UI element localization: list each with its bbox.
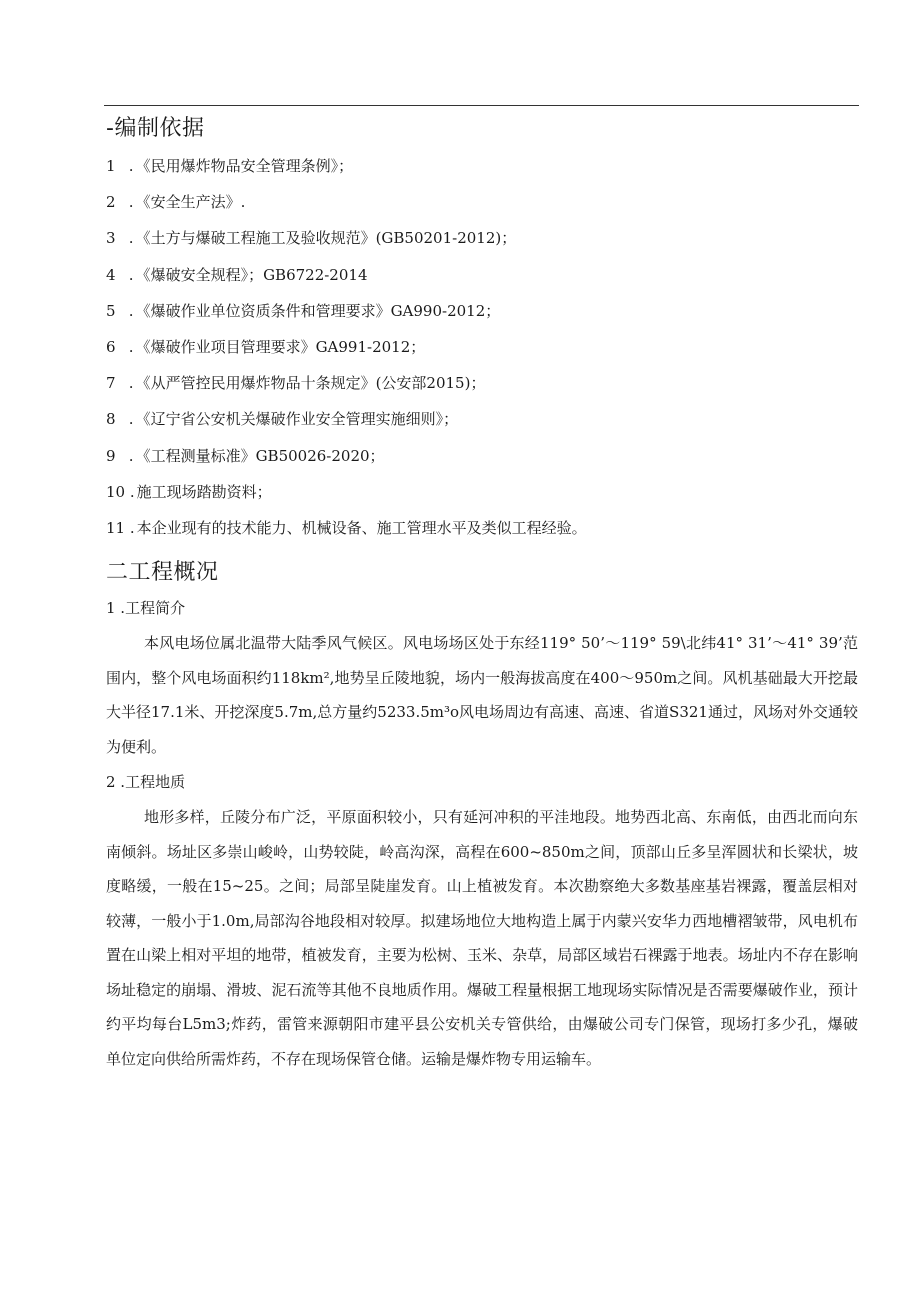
list-item-text: 《从严管控民用爆炸物品十条规定》(公安部2015)； bbox=[135, 374, 486, 393]
list-item-number: 3 bbox=[106, 229, 116, 248]
list-item-number: 4 bbox=[106, 265, 116, 284]
list-item: 9 . 《工程测量标准》GB50026-2020； bbox=[106, 438, 858, 474]
list-item: 6 . 《爆破作业项目管理要求》GA991-2012； bbox=[106, 329, 858, 365]
subheading-geology: 2 .工程地质 bbox=[106, 773, 186, 792]
list-item: 5 . 《爆破作业单位资质条件和管理要求》GA990-2012； bbox=[106, 293, 858, 329]
list-item-text: 《安全生产法》. bbox=[135, 193, 246, 212]
list-item: 4 . 《爆破安全规程》；GB6722-2014 bbox=[106, 257, 858, 293]
paragraph-project-intro: 本风电场位属北温带大陆季风气候区。风电场场区处于东经119° 50’～119° 59\北纬41° 31’～41° 39’范围内，整个风电场面积约118km²,地势呈丘陵地貌，场内一般海拔高度在400～950m之间。风机基础最大开挖最大半径17.1米、开挖深度5.7m,总方量约5233.5m³o风电场周边有高速、高速、省道S321通过，风场对外交通较为便利。 bbox=[106, 634, 858, 756]
list-item-number: 5 bbox=[106, 301, 116, 320]
list-item-number: 1 bbox=[106, 157, 116, 175]
list-item: 2 . 《安全生产法》. bbox=[106, 184, 858, 220]
list-item: 10 . 施工现场踏勘资料； bbox=[106, 474, 858, 510]
list-item: 7 . 《从严管控民用爆炸物品十条规定》(公安部2015)； bbox=[106, 365, 858, 401]
list-item-text: 《工程测量标准》GB50026-2020； bbox=[135, 446, 385, 465]
list-item-number: 2 bbox=[106, 193, 116, 212]
list-item-number: 8 bbox=[106, 410, 116, 429]
list-item-number: 11 bbox=[106, 519, 126, 538]
section-title-overview: 二工程概况 bbox=[106, 560, 219, 586]
document-page bbox=[106, 112, 858, 1076]
list-item-text: 《辽宁省公安机关爆破作业安全管理实施细则》； bbox=[135, 410, 459, 429]
list-item-text: 《爆破作业项目管理要求》GA991-2012； bbox=[135, 338, 426, 357]
section-overview bbox=[106, 556, 858, 1076]
list-item: 11 . 本企业现有的技术能力、机械设备、施工管理水平及类似工程经验。 bbox=[106, 510, 858, 546]
list-item-number: 9 bbox=[106, 446, 116, 465]
header-rule bbox=[104, 105, 859, 106]
section-title-basis: -编制依据 bbox=[106, 116, 205, 141]
list-item: 1 . 《民用爆炸物品安全管理条例》； bbox=[106, 148, 858, 184]
list-item-number: 7 bbox=[106, 374, 116, 393]
basis-list bbox=[106, 148, 858, 546]
list-item-number: 10 bbox=[106, 482, 126, 501]
list-item-text: 《土方与爆破工程施工及验收规范》(GB50201-2012)； bbox=[135, 229, 517, 248]
list-item-text: 《爆破安全规程》；GB6722-2014 bbox=[135, 265, 368, 284]
list-item: 3 . 《土方与爆破工程施工及验收规范》(GB50201-2012)； bbox=[106, 220, 858, 256]
list-item-text: 施工现场踏勘资料； bbox=[136, 482, 272, 501]
subheading-project-intro: 1 .工程简介 bbox=[106, 599, 186, 618]
list-item-text: 《民用爆炸物品安全管理条例》； bbox=[135, 157, 354, 175]
list-item: 8 . 《辽宁省公安机关爆破作业安全管理实施细则》； bbox=[106, 401, 858, 437]
paragraph-geology: 地形多样，丘陵分布广泛，平原面积较小，只有延河冲积的平洼地段。地势西北高、东南低，由西北而向东南倾斜。场址区多崇山峻岭，山势较陡，岭高沟深，高程在600~850m之间，顶部山丘多呈浑圆状和长梁状，坡度略缓，一般在15~25。之间；局部呈陡崖发育。山上植被发育。本次勘察绝大多数基座基岩裸露，覆盖层相对较薄，一般小于1.0m,局部沟谷地段相对较厚。拟建场地位大地构造上属于内蒙兴安华力西地槽褶皱带，风电机布置在山梁上相对平坦的地带，植被发育，主要为松树、玉米、杂草，局部区域岩石裸露于地表。场址内不存在影响场址稳定的崩塌、滑坡、泥石流等其他不良地质作用。爆破工程量根据工地现场实际情况是否需要爆破作业，预计约平均每台L5m3;炸药，雷管来源朝阳市建平县公安机关专管供给，由爆破公司专门保管，现场打多少孔，爆破单位定向供给所需炸药，不存在现场保管仓储。运输是爆炸物专用运输车。 bbox=[106, 808, 858, 1068]
list-item-number: 6 bbox=[106, 338, 116, 357]
list-item-text: 《爆破作业单位资质条件和管理要求》GA990-2012； bbox=[135, 301, 501, 320]
list-item-text: 本企业现有的技术能力、机械设备、施工管理水平及类似工程经验。 bbox=[136, 519, 587, 538]
